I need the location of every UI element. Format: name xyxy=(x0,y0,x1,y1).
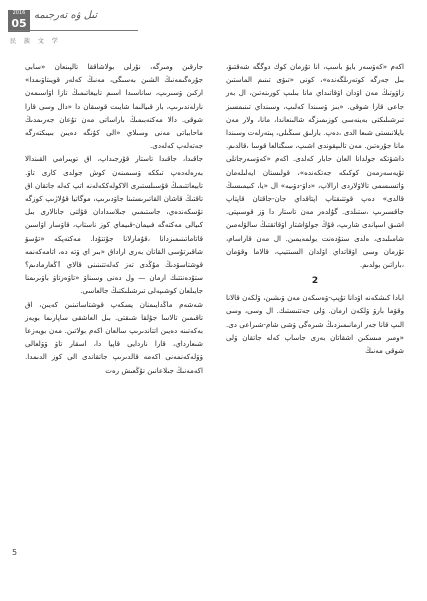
page-number: 5 xyxy=(12,548,18,557)
journal-subtitle: 民 族 文 学 xyxy=(10,38,61,45)
issue-year: 2016 xyxy=(12,10,26,16)
paragraph: ابادا كىشكەنە اۋدانا تۇپپ-ۋەسكەن مەن ۋىشىن، ۋلكەن قالانا وقۋما بارۋ ۋلكەن ارمان. ۋلى جەتتىستىك. ال وسى، وسى الىپ قانا جەر ارمانىمىزدىڭ شىرەگى ۋشى شام-شىراعى دى. «ومىر مىسكىن اشقاتان بەرى جاساپ كەلە جاتقان ۋلى شوقى مەنىڭ xyxy=(226,293,404,356)
paragraph: شەشەم ماڭدايىمنان يسكەپ قوشتاساتىنىن كەيىن، اق تاقىمىن تالاسا جۇلقا شىقتى. بىل العاشقى ساپارىما بويەز بەكەتىنە دەيىن اتتاندىرىپ سالعان اكەم بولاتىن. مەن بويەزعا شىعارداي، قارا ناردايى قاپيا دا، اسقار تاۋ ۋۋلعالى ۋۋلەكەنمەنى اكەمە قالدىرىپ جاتقاندى الى كوز الدىمدا. اكەمەنىڭ جىلاعانىن تۇڭعىش رەت xyxy=(25,299,203,375)
journal-title: تىل ۋە تەرجىمە xyxy=(34,10,98,21)
right-column xyxy=(226,60,404,357)
paragraph: اكەم «كەۋسەر بايۋ باسپ، انا تۇرمان كوك دوگگە شەقتىۋ، بىل جەرگە كوتەرىلگەندە»، كونى «تىۋى تىنىم الماستىن زاۋوتىڭ مەن اۋدان اۋقاتىداي مانا بىلىپ كورىنەتىن، ال بەر جاعى قارا شوقى. «بىز ۋسىندا كەلىپ، وسىنداي تىنىمسىز تىرشىلىكتى بەينەسى كوزىمىزگە شالىنعاندا، مانا، ولار مەن بايلانىستى شىعا الدى ،دەپ. بارلىق سىڭىلى، پىتەرلەت وسىندا مانا جۇرەتىن. مەن تالىپقوندى اشىپ، سىگنالعا قوسا ،قالدىم. داشۋتكە جولدانا العان حابار كەلدى. اكەم «كەۋسەرجانلى تۇيەسەرمەن كوكىكە جەتكەندە»، قولىستان ايەلىلەمان ۋاتسىسمى تالاۋلاردى ارالاپ، «داۋ-دۋىيە» ال «يا، كىيمىسىڭ قالدى» دەپ قوتتىقتاپ اپتاقداي جان-جاقتان قاپتاپ جاقسىرىپ ،ستىلدى. گۇلدەر مەن تاستار دا ۋز قوسىپتى. اشىق اسپاندى شارىپ، قۇڭ جولۋاشتار اۋقاتقتىڭ سالۋلەمىن شامىلىدى، ەلدى ستۇدەنت بولمەيمىن. ال مەن قاراسام، تۇرمان وسى اۋقاتداي اۋلدان السىتتيپ، قالاما وقۋمان ،باراتىن بولدىم. xyxy=(226,62,404,270)
issue-badge xyxy=(8,10,30,32)
issue-number: 05 xyxy=(11,17,27,30)
header-divider xyxy=(8,30,138,31)
left-column xyxy=(25,60,203,377)
section-number: 2 xyxy=(311,276,319,287)
page-header xyxy=(0,0,427,46)
paragraph: جارقىن ومىرگە، نۇرلى بولاشاققا تالپىنعان «سابى جۇرەگىمەنىڭ الشىن بەسىگى، مەنىڭ كەلەر قويىتاۋىمدا» اركىن ۋسىرىپ، ساناسىدا اسىم تابيغاتىمىڭ تازا اۋاسىمەن نارلەندىرىپ، بار قىيالىما شايىت قوسقان دا «دال وسى قارا شوقى. دالا مەكتەبىمىڭ باراساتى مەن تۇعان جەرىمدىڭ ماحابباتى مەنى وسىلاي «الى كۇنگە دەيىن بىيىكتەرگە جەتەلەپ كەلەدى. xyxy=(25,62,203,151)
paragraph: جاقىدا، جاقىدا تاستار قۇرجىداپ، اق تويىرامي القىندالا بەرەلەدەپ تىككە ۋسىمىنەن كوش جولدى كارى تاۋ. تابيعاتتىمىڭ قۇسىلستىرى الاكولەككەلەنە اتپ كەلە جاتقان اق تاقتىڭ قاشان القاتىرىستىنا جاۋدىرىپ، موگاتيا قۇلاژىپ كوزگە تۇسكەندەي، جاستىمىي جىلاسدادان قۇلتى جانالارى بىل كىيالى مەكتەگە فىيمان-قىيماي كوز ناستاپ، قاۋسار اۋاسىن قاتاماتىنىمىزدانا ،قۇمارلانا جۇتتۇدا. مەكتەپكە «تۇسۋ شاقىرتۇسى القاتان بەرى اراداق «بىر اي ۋتە دە، اتامەكەنمە قوشتاسۋدىڭ مۇڭدى تەز كەلەتتىنىنى قالاي ٱڭعارمادىم؟ ستۇدەنتتىك ارمان — ول دەنى وسىناۋ «تاۋەرتاۋ باۋىرىمنا جايىلعان كوشىپەلى تىرشىلىكتىڭ جالعاسى. xyxy=(25,154,203,296)
